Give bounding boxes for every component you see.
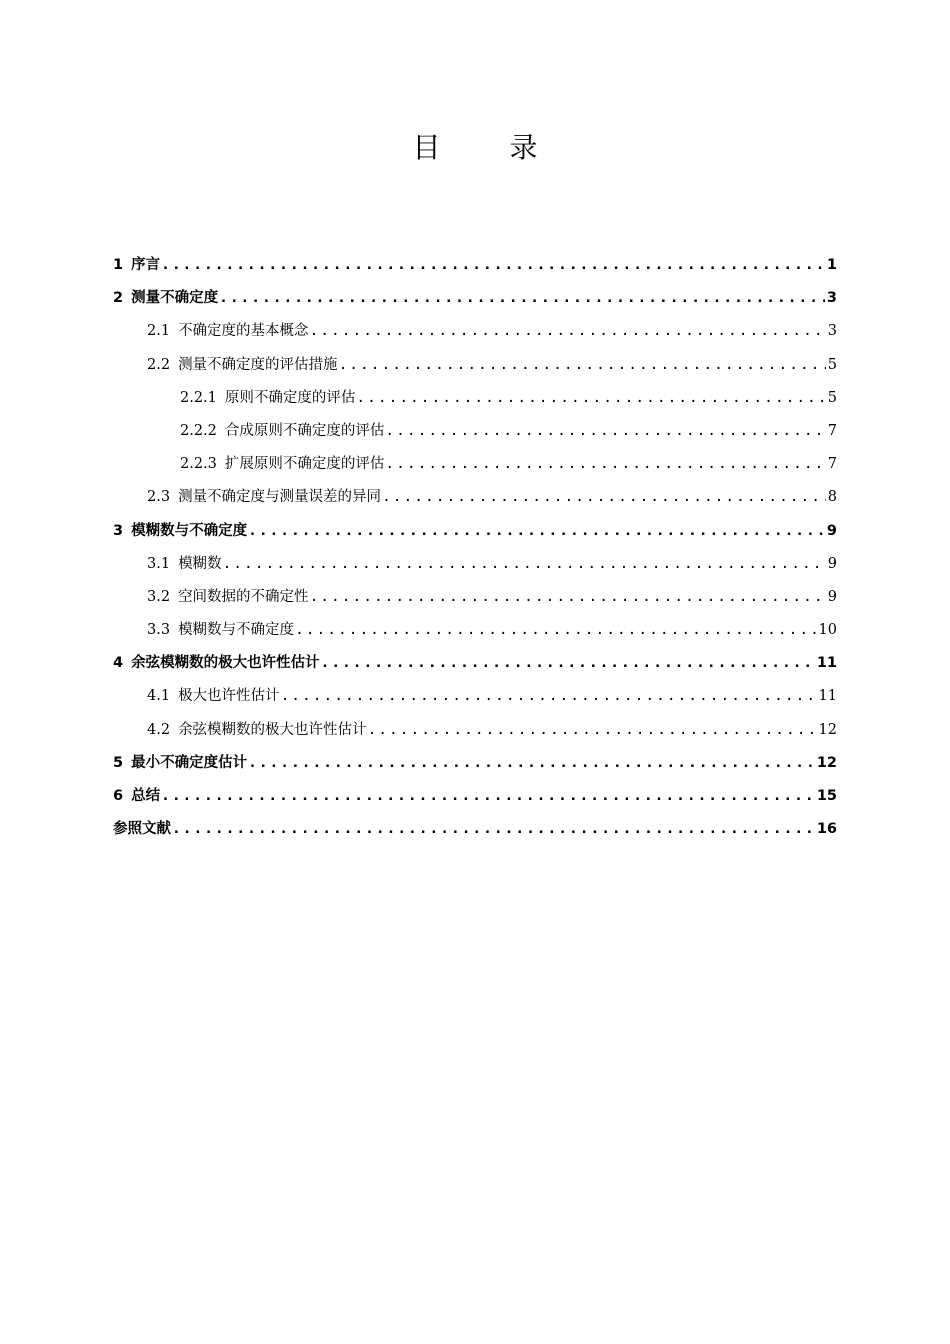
toc-page-number: 9 bbox=[826, 522, 837, 539]
toc-entry[interactable] bbox=[113, 581, 837, 614]
toc-dot-leader bbox=[356, 382, 825, 415]
toc-entry[interactable] bbox=[113, 680, 837, 713]
toc-dot-leader bbox=[310, 581, 826, 614]
toc-entry-title: 极大也许性估计 bbox=[178, 688, 280, 705]
toc-dot-leader bbox=[172, 813, 815, 846]
toc-page-number: 3 bbox=[826, 290, 837, 307]
toc-entry[interactable] bbox=[113, 415, 837, 448]
toc-entry-title: 模糊数 bbox=[178, 555, 222, 572]
toc-entry[interactable] bbox=[113, 481, 837, 514]
toc-dot-leader bbox=[368, 714, 817, 747]
toc-page-number: 9 bbox=[827, 588, 837, 605]
toc-page-number: 5 bbox=[827, 389, 837, 406]
toc-page-number: 12 bbox=[816, 754, 837, 771]
toc-page-number: 15 bbox=[816, 788, 837, 804]
toc-dot-leader bbox=[295, 614, 816, 647]
toc-entry[interactable] bbox=[113, 282, 837, 315]
toc-entry-title: 最小不确定度估计 bbox=[131, 754, 248, 771]
page-title: 目 录 bbox=[412, 131, 568, 164]
toc-entry-number: 2.2 bbox=[147, 356, 171, 373]
toc-page-number: 7 bbox=[827, 422, 837, 439]
toc-page-number: 11 bbox=[816, 655, 837, 672]
toc-entry-title: 参照文献 bbox=[113, 821, 171, 838]
toc-dot-leader bbox=[382, 481, 826, 514]
toc-dot-leader bbox=[161, 249, 825, 282]
toc-entry[interactable] bbox=[113, 647, 837, 680]
toc-entry-number: 2.2.3 bbox=[180, 456, 217, 473]
toc-entry-title: 总结 bbox=[131, 788, 161, 804]
toc-page-number: 10 bbox=[818, 622, 837, 639]
toc-entry-number: 2.1 bbox=[147, 323, 171, 340]
toc-entry-number: 4.1 bbox=[147, 688, 171, 705]
toc-entry-title: 序言 bbox=[131, 257, 161, 273]
toc-dot-leader bbox=[339, 349, 826, 382]
toc-page-number: 11 bbox=[818, 688, 837, 705]
toc-dot-leader bbox=[385, 448, 825, 481]
toc-entry[interactable] bbox=[113, 548, 837, 581]
toc-entry-number: 3.3 bbox=[147, 622, 171, 639]
toc-entry-number: 2.3 bbox=[147, 489, 171, 506]
toc-entry-number: 2.2.1 bbox=[180, 389, 217, 406]
toc-dot-leader bbox=[248, 747, 815, 780]
toc-dot-leader bbox=[223, 548, 826, 581]
toc-page-number: 9 bbox=[827, 555, 837, 572]
toc-dot-leader bbox=[281, 680, 817, 713]
toc-entry-title: 合成原则不确定度的评估 bbox=[224, 422, 385, 439]
toc-page-number: 1 bbox=[826, 257, 837, 273]
toc-entry-number: 2.2.2 bbox=[180, 422, 217, 439]
toc-entry-title: 扩展原则不确定度的评估 bbox=[224, 456, 385, 473]
toc-page-number: 8 bbox=[827, 489, 837, 506]
table-of-contents bbox=[113, 249, 837, 846]
toc-entry-title: 模糊数与不确定度 bbox=[178, 622, 295, 639]
toc-entry-number: 6 bbox=[113, 788, 124, 804]
toc-entry-title: 测量不确定度与测量误差的异同 bbox=[178, 489, 382, 506]
toc-entry-number: 3 bbox=[113, 522, 124, 539]
toc-dot-leader bbox=[321, 647, 815, 680]
toc-entry-number: 3.1 bbox=[147, 555, 171, 572]
toc-entry-title: 不确定度的基本概念 bbox=[178, 323, 309, 340]
toc-page-number: 16 bbox=[816, 821, 837, 838]
toc-entry[interactable] bbox=[113, 249, 837, 282]
toc-entry-title: 空间数据的不确定性 bbox=[178, 588, 309, 605]
toc-entry-title: 余弦模糊数的极大也许性估计 bbox=[131, 655, 320, 672]
toc-entry-title: 原则不确定度的评估 bbox=[224, 389, 356, 406]
toc-page-number: 3 bbox=[827, 323, 837, 340]
toc-dot-leader bbox=[385, 415, 825, 448]
toc-entry-number: 4 bbox=[113, 655, 124, 672]
toc-entry[interactable] bbox=[113, 714, 837, 747]
toc-dot-leader bbox=[161, 780, 815, 813]
toc-entry[interactable] bbox=[113, 780, 837, 813]
toc-entry[interactable] bbox=[113, 382, 837, 415]
toc-dot-leader bbox=[248, 515, 825, 548]
toc-entry-number: 5 bbox=[113, 754, 124, 771]
toc-page-number: 5 bbox=[827, 356, 837, 373]
toc-dot-leader bbox=[310, 315, 826, 348]
toc-entry-number: 4.2 bbox=[147, 721, 171, 738]
toc-entry-number: 3.2 bbox=[147, 588, 171, 605]
toc-entry[interactable] bbox=[113, 813, 837, 846]
toc-entry-title: 测量不确定度的评估措施 bbox=[178, 356, 338, 373]
toc-entry[interactable] bbox=[113, 614, 837, 647]
toc-entry-title: 模糊数与不确定度 bbox=[131, 522, 248, 539]
toc-entry-title: 余弦模糊数的极大也许性估计 bbox=[178, 721, 367, 738]
toc-entry[interactable] bbox=[113, 349, 837, 382]
toc-entry-number: 1 bbox=[113, 257, 124, 273]
toc-page-number: 12 bbox=[818, 721, 837, 738]
toc-page-number: 7 bbox=[827, 456, 837, 473]
toc-entry[interactable] bbox=[113, 515, 837, 548]
toc-entry[interactable] bbox=[113, 315, 837, 348]
toc-dot-leader bbox=[219, 282, 825, 315]
toc-entry-title: 测量不确定度 bbox=[131, 290, 219, 307]
toc-entry-number: 2 bbox=[113, 290, 124, 307]
toc-entry[interactable] bbox=[113, 747, 837, 780]
toc-entry[interactable] bbox=[113, 448, 837, 481]
